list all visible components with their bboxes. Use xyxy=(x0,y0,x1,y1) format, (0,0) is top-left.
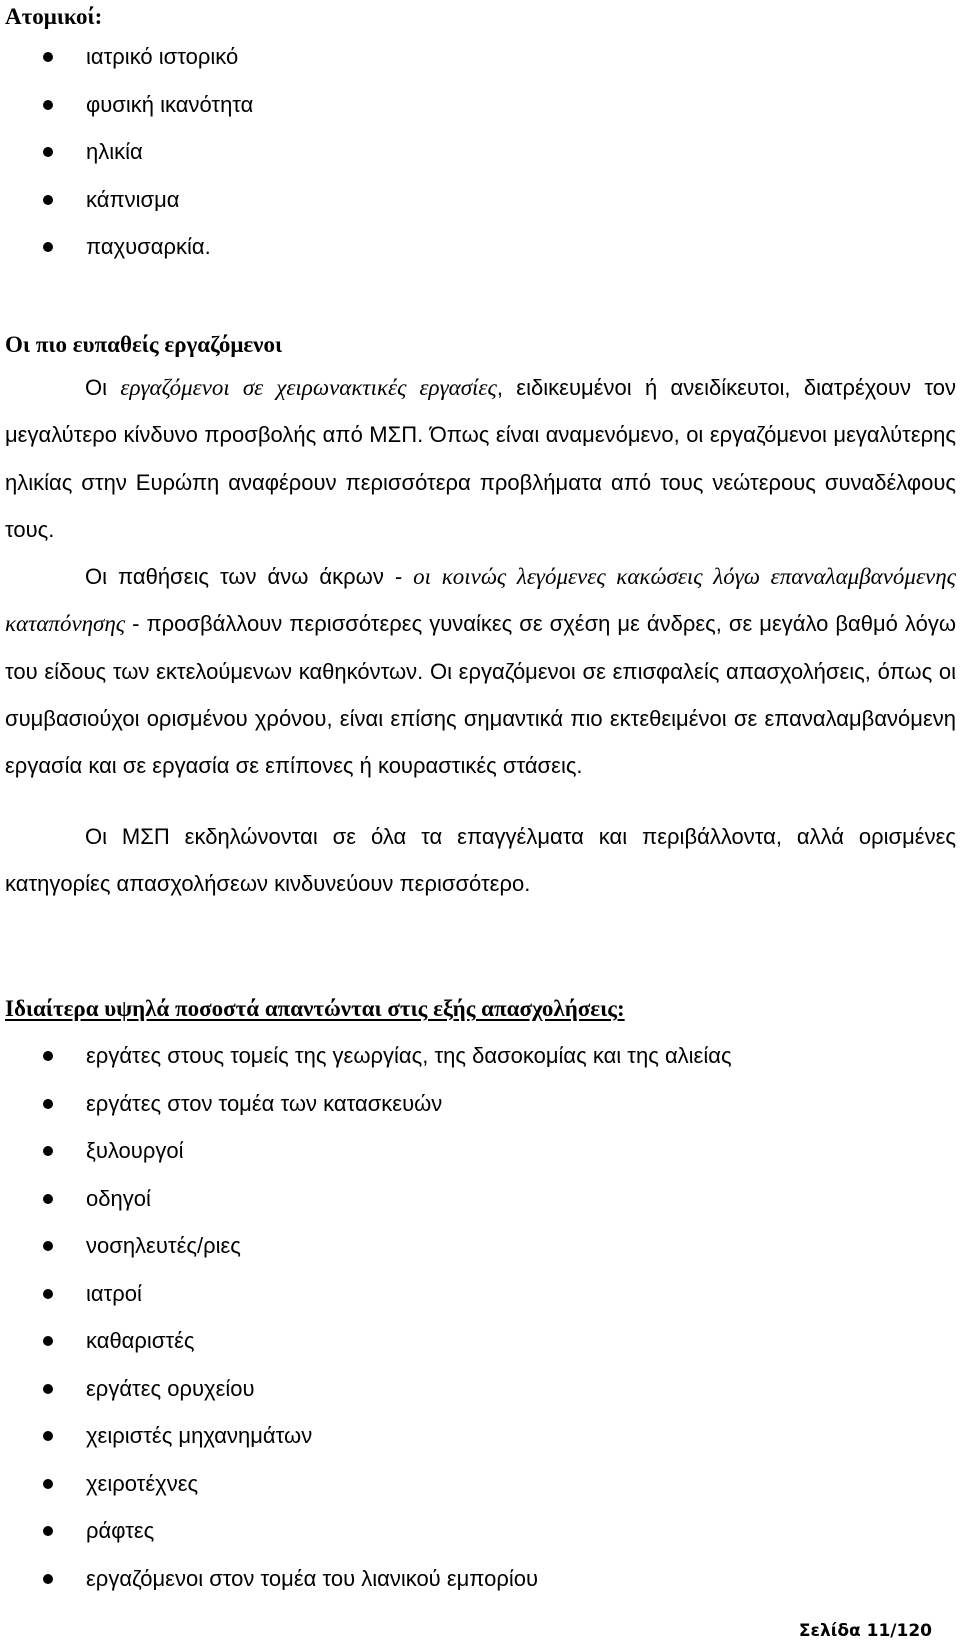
bullet-icon xyxy=(43,1051,53,1061)
list-item: ηλικία xyxy=(0,138,960,186)
bullet-icon xyxy=(43,195,53,205)
list-item: εργάτες ορυχείου xyxy=(0,1375,960,1423)
individual-factors-list xyxy=(0,43,960,281)
list-item: χειριστές μηχανημάτων xyxy=(0,1422,960,1470)
list-item: νοσηλευτές/ριες xyxy=(0,1232,960,1280)
heading-high-rate-occupations: Ιδιαίτερα υψηλά ποσοστά απαντώνται στις εξής απασχολήσεις: xyxy=(5,996,625,1021)
bullet-icon xyxy=(43,147,53,157)
list-item: ιατρικό ιστορικό xyxy=(0,43,960,91)
bullet-icon xyxy=(43,1574,53,1584)
list-item: χειροτέχνες xyxy=(0,1470,960,1518)
bullet-icon xyxy=(43,1336,53,1346)
list-item: κάπνισμα xyxy=(0,186,960,234)
bullet-icon xyxy=(43,1241,53,1251)
bullet-icon xyxy=(43,1099,53,1109)
bullet-icon xyxy=(43,1384,53,1394)
bullet-icon xyxy=(43,1194,53,1204)
bullet-icon xyxy=(43,100,53,110)
bullet-icon xyxy=(43,1431,53,1441)
bullet-icon xyxy=(43,1479,53,1489)
list-item: φυσική ικανότητα xyxy=(0,91,960,139)
bullet-icon xyxy=(43,52,53,62)
occupations-list xyxy=(0,1042,960,1612)
list-item: εργάτες στον τομέα των κατασκευών xyxy=(0,1090,960,1138)
list-item: παχυσαρκία. xyxy=(0,233,960,281)
list-item: καθαριστές xyxy=(0,1327,960,1375)
list-item: ξυλουργοί xyxy=(0,1137,960,1185)
list-item: εργάτες στους τομείς της γεωργίας, της δασοκομίας και της αλιείας xyxy=(0,1042,960,1090)
heading-vulnerable-workers: Οι πιο ευπαθείς εργαζόμενοι xyxy=(5,332,283,357)
bullet-icon xyxy=(43,1526,53,1536)
page-number: Σελίδα 11/120 xyxy=(798,1621,932,1641)
list-item: οδηγοί xyxy=(0,1185,960,1233)
paragraph-upper-limb-disorders: Οι παθήσεις των άνω άκρων - οι κοινώς λεγόμενες κακώσεις λόγω επαναλαμβανόμενης καταπόνησης - προσβάλλουν περισσότερες γυναίκες σε σχέση με άνδρες, σε μεγάλο βαθμό λόγω του είδους των εκτελούμενων καθηκόντων. Οι εργαζόμενοι σε επισφαλείς απασχολήσεις, όπως οι συμβασιούχοι ορισμένου χρόνου, είναι επίσης σημαντικά πιο εκτεθειμένοι σε επαναλαμβανόμενη εργασία και σε εργασία σε επίπονες ή κουραστικές στάσεις. xyxy=(5,564,956,779)
list-item: εργαζόμενοι στον τομέα του λιανικού εμπορίου xyxy=(0,1565,960,1613)
bullet-icon xyxy=(43,1146,53,1156)
paragraph-manual-workers: Οι εργαζόμενοι σε χειρωνακτικές εργασίες, ειδικευμένοι ή ανειδίκευτοι, διατρέχουν τον μεγαλύτερο κίνδυνο προσβολής από ΜΣΠ. Όπως είναι αναμενόμενο, οι εργαζόμενοι μεγαλύτερης ηλικίας στην Ευρώπη αναφέρουν περισσότερα προβλήματα από τους νεώτερους συναδέλφους τους. xyxy=(5,375,956,542)
paragraph-all-occupations: Οι ΜΣΠ εκδηλώνονται σε όλα τα επαγγέλματα και περιβάλλοντα, αλλά ορισμένες κατηγορίες απασχολήσεων κινδυνεύουν περισσότερο. xyxy=(5,824,956,897)
bullet-icon xyxy=(43,1289,53,1299)
list-item: ράφτες xyxy=(0,1517,960,1565)
list-item: ιατροί xyxy=(0,1280,960,1328)
bullet-icon xyxy=(43,242,53,252)
heading-individual-factors: Ατομικοί: xyxy=(5,4,103,29)
